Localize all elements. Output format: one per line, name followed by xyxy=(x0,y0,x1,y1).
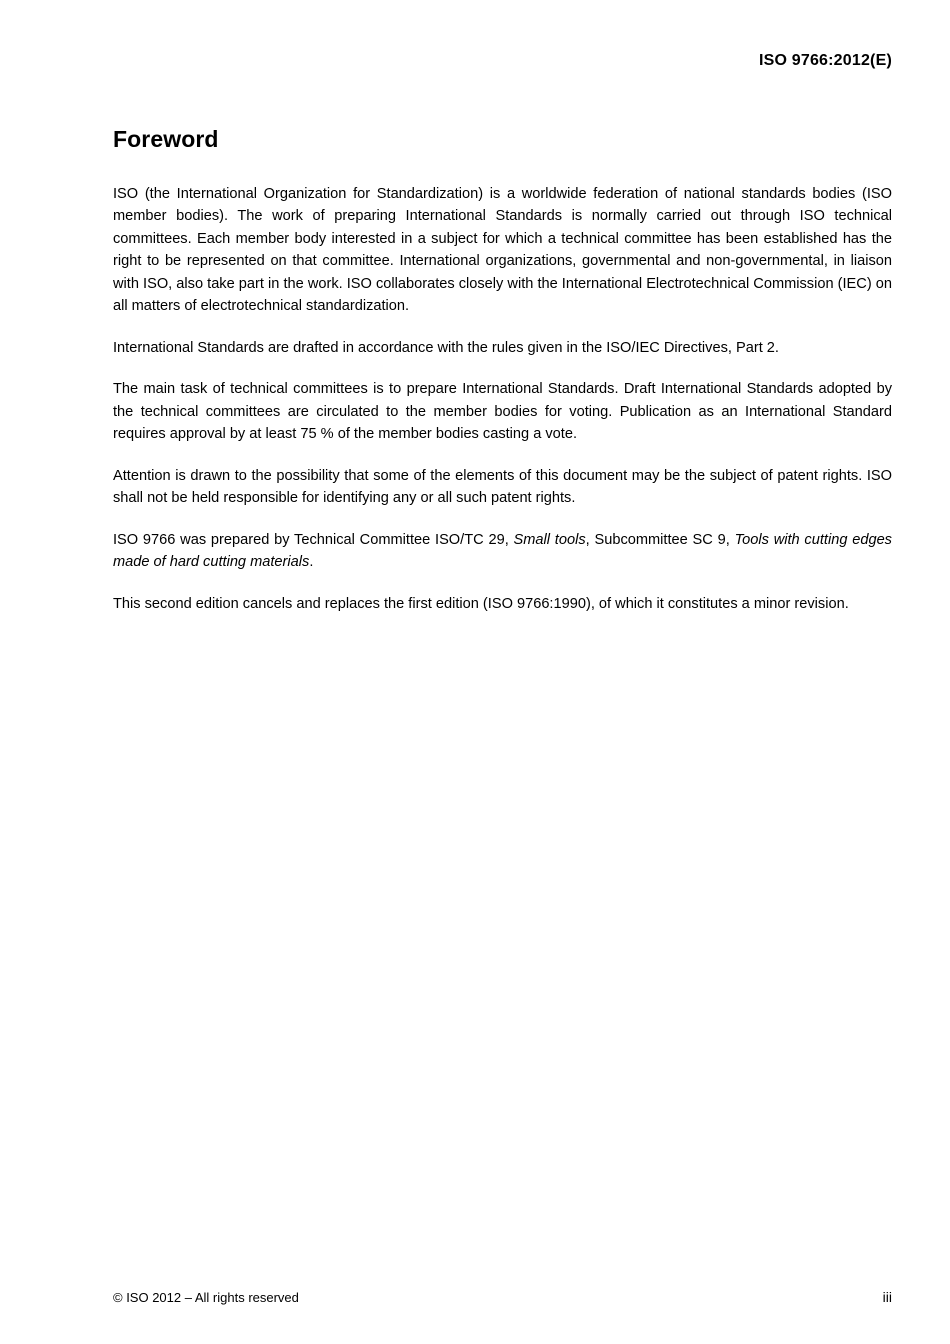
paragraph-edition-note: This second edition cancels and replaces the first edition (ISO 9766:1990), of which it constitutes a minor revision. xyxy=(113,595,849,612)
committee-text-part2: , Subcommittee SC 9, xyxy=(585,531,735,548)
footer-page-number: iii xyxy=(882,1289,892,1305)
page-footer xyxy=(113,1289,892,1305)
paragraph-patent-rights: Attention is drawn to the possibility that some of the elements of this document may be the subject of patent rights. ISO shall not be held responsible for identifying any or all such patent rights. xyxy=(113,467,892,507)
committee-italic-subcommittee-title: Tools with cutting edges made of hard cutting materials xyxy=(113,531,892,571)
footer-copyright: © ISO 2012 – All rights reserved xyxy=(113,1290,299,1305)
page-title: Foreword xyxy=(113,126,219,152)
page-content xyxy=(113,126,892,615)
committee-text-part3: . xyxy=(309,554,314,571)
paragraph-iso-description: ISO (the International Organization for Standardization) is a worldwide federation of national standards bodies (ISO member bodies). The work of preparing International Standards is normally carried out through ISO technical committees. Each member body interested in a subject for which a technical committee has been established has the right to be represented on that committee. International organizations, governmental and non-governmental, in liaison with ISO, also take part in the work. ISO collaborates closely with the International Electrotechnical Commission (IEC) on all matters of electrotechnical standardization. xyxy=(113,186,892,315)
paragraph-committee xyxy=(113,529,892,574)
page-header xyxy=(759,52,892,70)
paragraph-directives: International Standards are drafted in accordance with the rules given in the ISO/IEC Directives, Part 2. xyxy=(113,339,779,356)
committee-italic-small-tools: Small tools xyxy=(513,531,586,548)
paragraph-main-task: The main task of technical committees is to prepare International Standards. Draft International Standards adopted by the technical committees are circulated to the member bodies for voting. Publication as an International Standard requires approval by at least 75 % of the member bodies casting a vote. xyxy=(113,381,892,443)
committee-text-part1: ISO 9766 was prepared by Technical Committee ISO/TC 29, xyxy=(113,531,514,548)
document-number: ISO 9766:2012(E) xyxy=(758,52,892,69)
